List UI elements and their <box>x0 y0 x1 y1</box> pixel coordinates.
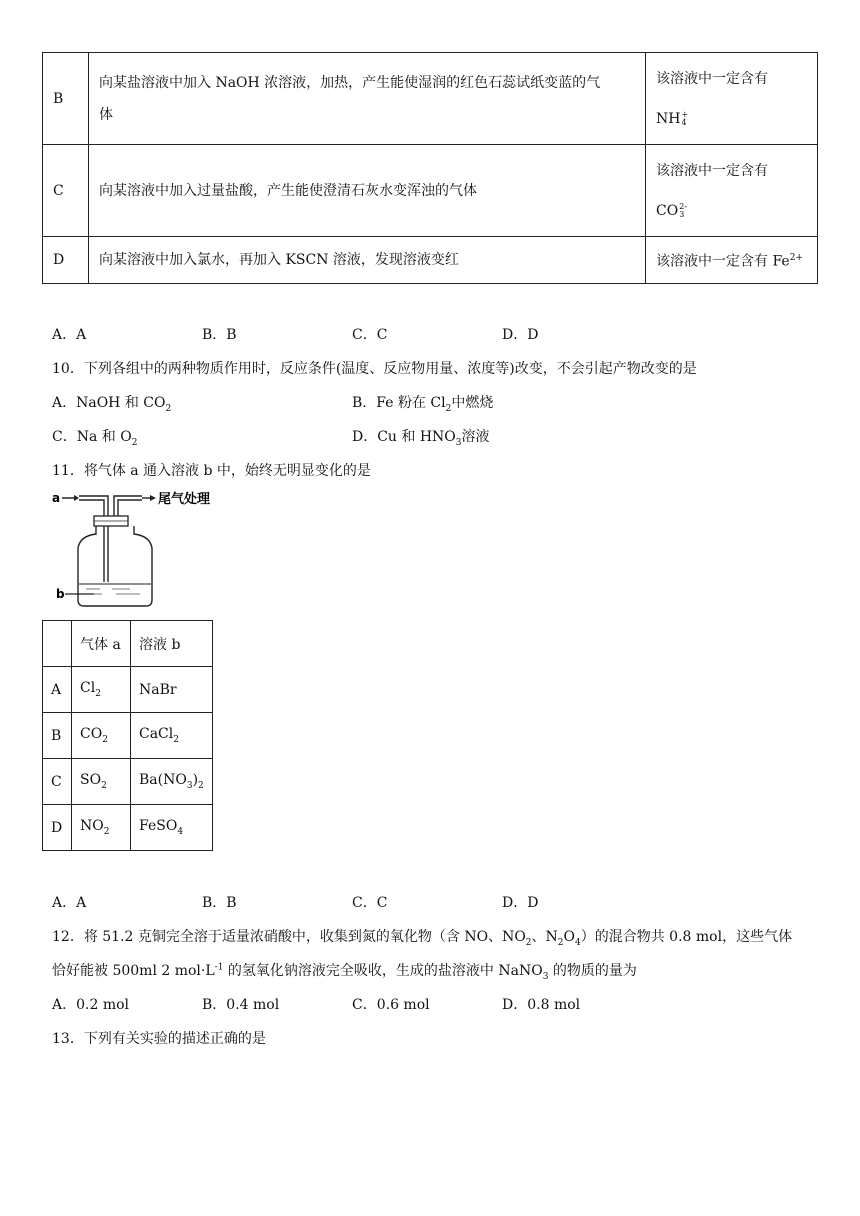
table-header-row <box>43 621 213 667</box>
choice-c: C．C <box>352 895 388 911</box>
solution-cell: $Ba(NO_3)_2$ <box>131 759 213 805</box>
q12-choice-c: C．0.6 mol <box>352 997 430 1013</box>
label-b: b <box>56 587 65 601</box>
solution-cell: FeSO$_4$ <box>131 805 213 851</box>
conclusion <box>646 145 818 237</box>
gas-solution-table <box>42 620 213 851</box>
option-letter: D <box>43 805 72 851</box>
header-solution: 溶液 b <box>131 621 213 667</box>
conclusion-text: 该溶液中一定含有 <box>656 162 768 179</box>
option-letter: C <box>43 145 89 237</box>
q10-choice-b: B．Fe 粉在 $Cl_2$中燃烧 <box>352 395 494 414</box>
conclusion <box>646 53 818 145</box>
gas-cell: $Cl_2$ <box>72 667 131 713</box>
gas-bottle-figure <box>50 486 220 610</box>
description-line: 向某盐溶液中加入 NaOH 浓溶液，加热，产生能使湿润的红色石蕊试纸变蓝的气 <box>99 74 601 91</box>
gas-cell: $NO_2$ <box>72 805 131 851</box>
choice-a: A．A <box>52 895 87 911</box>
table-row <box>43 53 818 145</box>
option-letter: C <box>43 759 72 805</box>
conclusion-text: 该溶液中一定含有 <box>656 70 768 87</box>
question-12-line2: 恰好能被 500ml 2 $mol\cdot L^{-1}$ 的氢氧化钠溶液完全吸收，生成的盐溶液中 NaNO$_3$ 的物质的量为 <box>52 962 637 982</box>
table-row <box>43 667 213 713</box>
table-row <box>43 713 213 759</box>
q10-choice-c: C．Na 和 $O_2$ <box>52 429 138 448</box>
experiment-description: 向某溶液中加入氯水，再加入 KSCN 溶液，发现溶液变红 <box>89 237 646 284</box>
choice-c: C．C <box>352 327 388 343</box>
solution-cell: NaBr <box>131 667 213 713</box>
choice-d: D．D <box>502 327 539 343</box>
experiment-description: 向某溶液中加入过量盐酸，产生能使澄清石灰水变浑浊的气体 <box>89 145 646 237</box>
table-row <box>43 759 213 805</box>
solution-cell: CaCl$_2$ <box>131 713 213 759</box>
description-line: 体 <box>99 106 113 123</box>
choice-a: A．A <box>52 327 87 343</box>
question-13-stem: 13．下列有关实验的描述正确的是 <box>52 1031 266 1047</box>
header-gas: 气体 a <box>72 621 131 667</box>
option-letter: A <box>43 667 72 713</box>
q12-choice-b: B．0.4 mol <box>202 997 280 1013</box>
tail-gas-label: 尾气处理 <box>158 492 211 507</box>
option-letter: B <box>43 713 72 759</box>
experiment-description <box>89 53 646 145</box>
question-10-stem: 10．下列各组中的两种物质作用时，反应条件(温度、反应物用量、浓度等)改变，不会引起产物改变的是 <box>52 361 697 377</box>
q12-choice-a: A．0.2 mol <box>52 997 130 1013</box>
choice-d: D．D <box>502 895 539 911</box>
ion-formula: NH+ 4 <box>656 109 689 127</box>
gas-cell: $SO_2$ <box>72 759 131 805</box>
conclusion: 该溶液中一定含有 $Fe^{2+}$ <box>646 237 818 284</box>
option-letter: D <box>43 237 89 284</box>
label-a: a <box>52 491 61 505</box>
table-row <box>43 237 818 284</box>
q12-choice-d: D．0.8 mol <box>502 997 581 1013</box>
option-letter: B <box>43 53 89 145</box>
question-12-line1: 12．将 51.2 克铜完全溶于适量浓硝酸中，收集到氮的氧化物（含 NO、$NO_2$、$N_2O_4$）的混合物共 0.8 mol，这些气体 <box>52 929 793 948</box>
q10-choice-d: D．Cu 和 $HNO_3$溶液 <box>352 429 490 448</box>
ion-formula: CO2- 3 <box>656 201 687 219</box>
gas-cell: $CO_2$ <box>72 713 131 759</box>
question-11-stem: 11．将气体 a 通入溶液 b 中，始终无明显变化的是 <box>52 463 371 479</box>
table-row <box>43 805 213 851</box>
experiment-table <box>42 52 818 284</box>
choice-b: B．B <box>202 895 237 911</box>
choice-b: B．B <box>202 327 237 343</box>
q10-choice-a: A．NaOH 和 $CO_2$ <box>52 395 172 414</box>
table-row <box>43 145 818 237</box>
